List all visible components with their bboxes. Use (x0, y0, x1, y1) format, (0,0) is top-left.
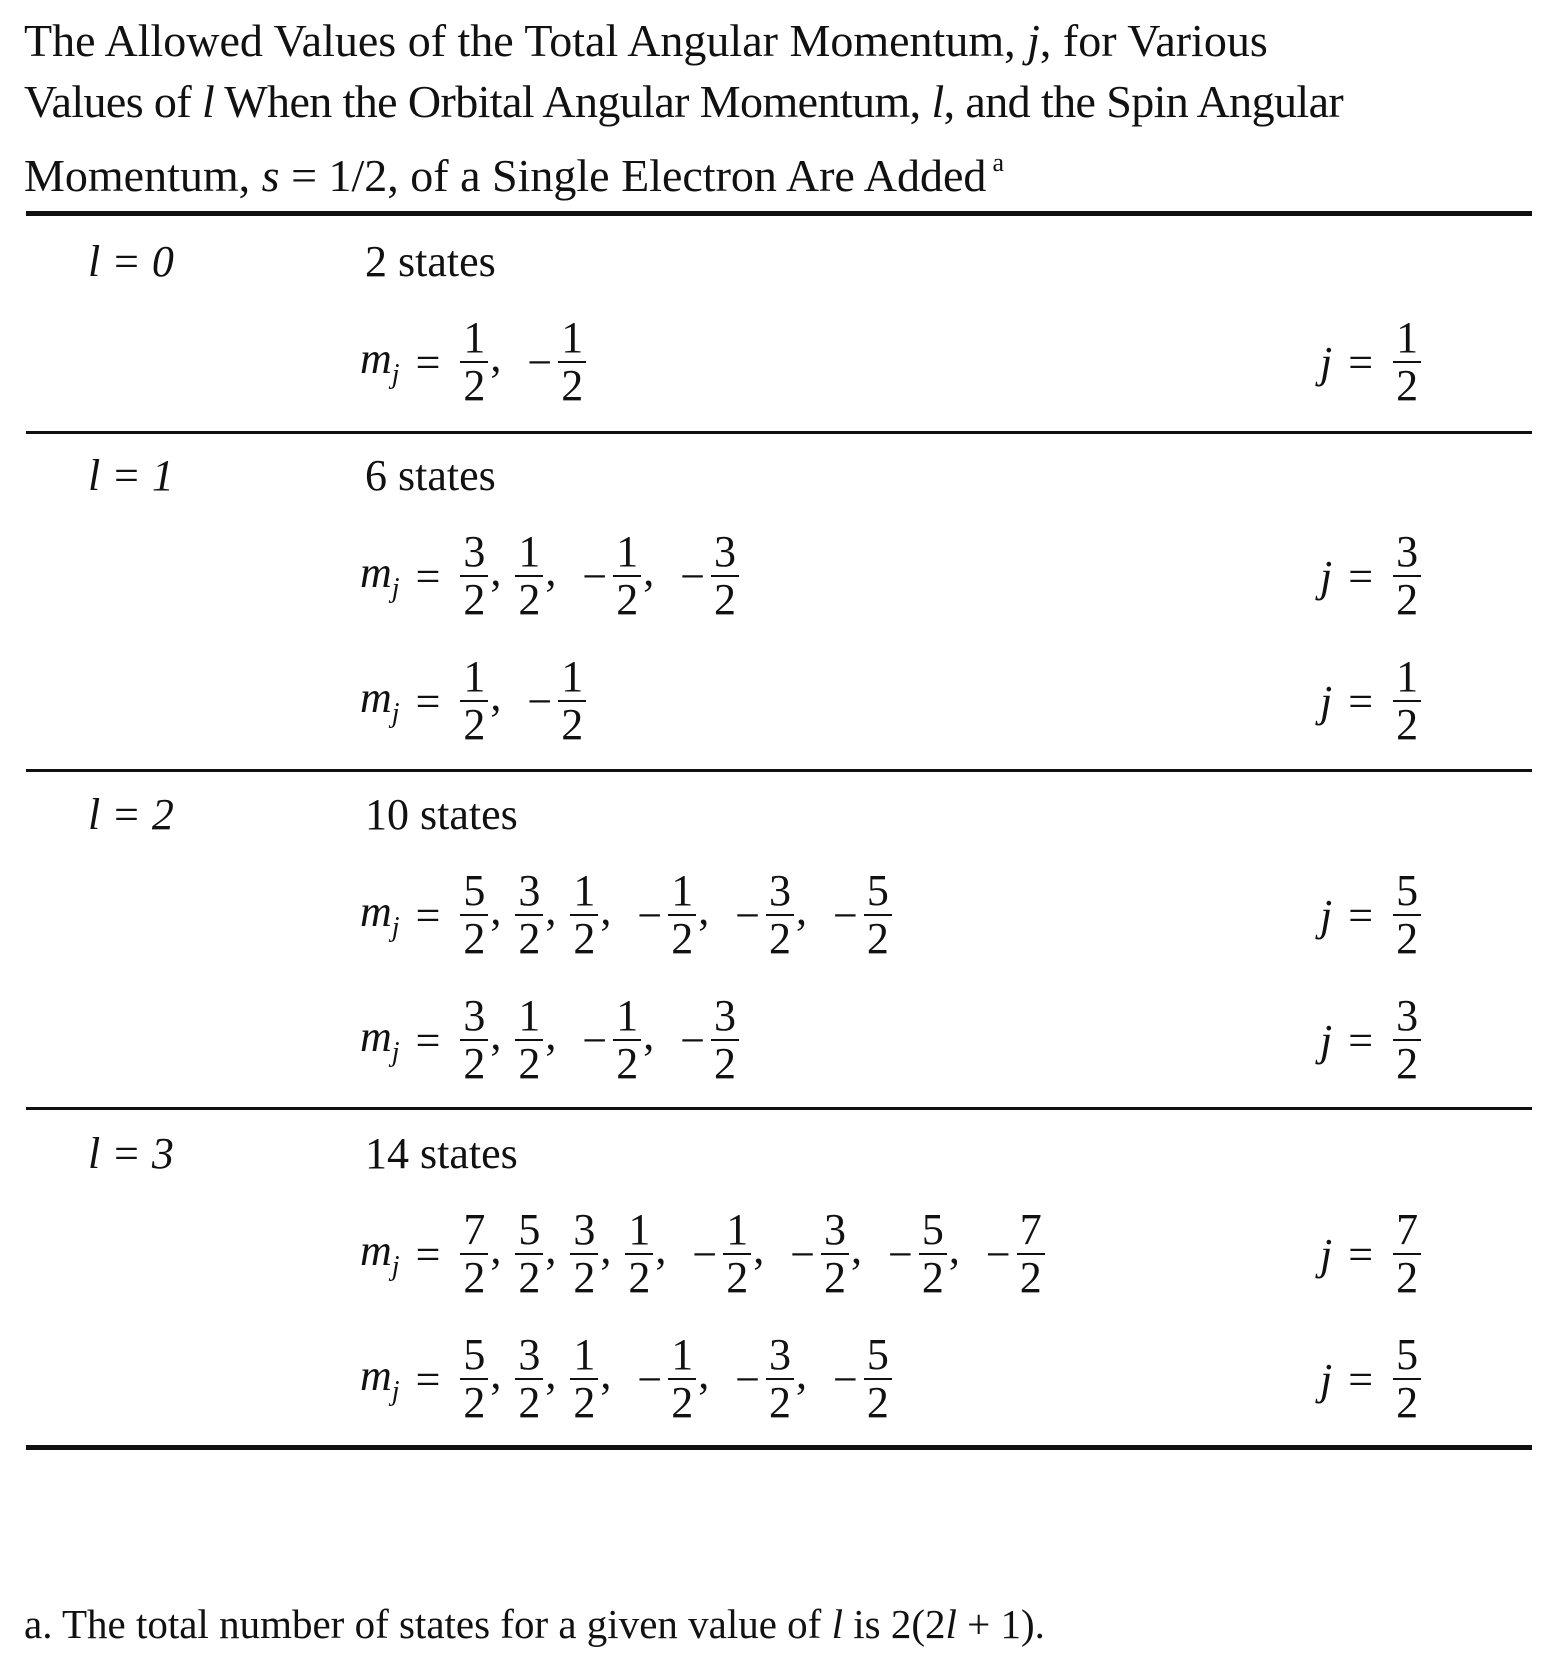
separator-comma: , (490, 671, 502, 720)
j-symbol: j (1320, 337, 1333, 387)
fraction-numerator: 5 (518, 1205, 541, 1254)
separator-comma: , (490, 885, 502, 934)
fraction-numerator: 1 (671, 866, 694, 915)
equals-sign: = (1348, 890, 1374, 940)
separator-comma: , (600, 1224, 612, 1273)
separator-comma: , (643, 546, 655, 595)
fraction-numerator: 5 (866, 1330, 889, 1379)
mj-letter: m (360, 334, 392, 383)
fraction-numerator: 1 (628, 1205, 651, 1254)
state-count: 2 states (365, 237, 496, 286)
state-count: 14 states (365, 1129, 518, 1178)
mj-fraction (723, 1207, 751, 1301)
mj-subscript: j (391, 698, 400, 729)
equals-sign: = (1348, 676, 1374, 726)
fraction-denominator: 2 (1396, 1039, 1419, 1088)
j-value-expression (1320, 1319, 1423, 1439)
j-symbol: j (1320, 551, 1333, 601)
equals-sign: = (415, 890, 441, 940)
fraction-numerator: 1 (518, 991, 541, 1040)
fraction-denominator: 2 (463, 575, 486, 624)
separator-comma: , (545, 1349, 557, 1398)
j-value-expression (1320, 1194, 1423, 1314)
fraction-numerator: 1 (573, 866, 596, 915)
l-value-label: l = 1 (88, 451, 174, 500)
mj-fraction (766, 1332, 794, 1426)
equals-sign: = (415, 676, 441, 726)
j-symbol: j (1320, 1015, 1333, 1065)
j-fraction (1393, 868, 1421, 962)
mj-fraction (613, 993, 641, 1087)
minus-sign: − (790, 1229, 816, 1279)
fraction-numerator: 5 (921, 1205, 944, 1254)
mj-fraction (460, 315, 488, 409)
mj-symbol (360, 547, 400, 605)
minus-sign: − (582, 551, 608, 601)
mj-fraction (625, 1207, 653, 1301)
fraction-denominator: 2 (463, 361, 486, 410)
fraction-numerator: 3 (714, 527, 737, 576)
fraction-numerator: 1 (616, 527, 639, 576)
fraction-denominator: 2 (714, 575, 737, 624)
fraction-numerator: 3 (769, 866, 792, 915)
mj-fraction (515, 1332, 543, 1426)
j-symbol: j (1320, 890, 1333, 940)
fraction-numerator: 3 (573, 1205, 596, 1254)
mj-letter: m (360, 1226, 392, 1275)
separator-comma: , (698, 1349, 710, 1398)
fraction-denominator: 2 (573, 1378, 596, 1427)
mj-symbol (360, 1350, 400, 1408)
table-footnote: a. The total number of states for a given value of l is 2(2l + 1). (24, 1601, 1045, 1647)
fraction-denominator: 2 (628, 1253, 651, 1302)
mj-fraction (515, 529, 543, 623)
fraction-numerator: 5 (463, 1330, 486, 1379)
fraction-denominator: 2 (824, 1253, 847, 1302)
separator-comma: , (851, 1224, 863, 1273)
separator-comma: , (490, 1010, 502, 1059)
mj-symbol (360, 1011, 400, 1069)
mj-fraction (711, 993, 739, 1087)
fraction-numerator: 7 (463, 1205, 486, 1254)
fraction-denominator: 2 (518, 1253, 541, 1302)
mj-fraction (613, 529, 641, 623)
fraction-denominator: 2 (463, 914, 486, 963)
mj-fraction (460, 868, 488, 962)
fraction-denominator: 2 (769, 1378, 792, 1427)
minus-sign: − (735, 1354, 761, 1404)
j-value-expression (1320, 516, 1423, 636)
fraction-numerator: 3 (1396, 991, 1419, 1040)
fraction-denominator: 2 (561, 700, 584, 749)
mj-fraction (711, 529, 739, 623)
fraction-numerator: 1 (561, 313, 584, 362)
separator-comma: , (545, 885, 557, 934)
fraction-denominator: 2 (671, 1378, 694, 1427)
row-divider (26, 1107, 1532, 1110)
j-symbol: j (1320, 1354, 1333, 1404)
separator-comma: , (490, 332, 502, 381)
mj-subscript: j (391, 912, 400, 943)
minus-sign: − (833, 1354, 858, 1404)
mj-fraction (558, 654, 586, 748)
equals-sign: = (415, 1354, 441, 1404)
fraction-denominator: 2 (1396, 1378, 1419, 1427)
fraction-denominator: 2 (671, 914, 694, 963)
fraction-denominator: 2 (1396, 1253, 1419, 1302)
fraction-numerator: 7 (1019, 1205, 1042, 1254)
j-symbol: j (1320, 1229, 1333, 1279)
mj-fraction (864, 868, 892, 962)
fraction-numerator: 5 (1396, 1330, 1419, 1379)
fraction-numerator: 7 (1396, 1205, 1419, 1254)
fraction-denominator: 2 (616, 1039, 639, 1088)
j-value-expression (1320, 641, 1423, 761)
minus-sign: − (833, 890, 858, 940)
equals-sign: = (1348, 1354, 1374, 1404)
fraction-denominator: 2 (1396, 700, 1419, 749)
fraction-numerator: 3 (518, 1330, 541, 1379)
mj-values-expression (360, 1194, 1047, 1314)
fraction-denominator: 2 (463, 700, 486, 749)
caption-line-2: Values of l When the Orbital Angular Momentum, l, and the Spin Angular (24, 76, 1344, 127)
separator-comma: , (948, 1224, 960, 1273)
fraction-numerator: 1 (616, 991, 639, 1040)
caption-line-1: The Allowed Values of the Total Angular Momentum, j, for Various (24, 15, 1268, 66)
equals-sign: = (415, 337, 441, 387)
j-fraction (1393, 654, 1421, 748)
minus-sign: − (637, 1354, 663, 1404)
l-value-label: l = 0 (88, 237, 174, 286)
mj-values-expression (360, 302, 588, 422)
mj-values-expression (360, 1319, 894, 1439)
table-top-rule (26, 211, 1532, 216)
mj-letter: m (360, 887, 392, 936)
minus-sign: − (888, 1229, 913, 1279)
mj-fraction (515, 1207, 543, 1301)
mj-fraction (460, 1207, 488, 1301)
fraction-numerator: 3 (824, 1205, 847, 1254)
fraction-numerator: 3 (1396, 527, 1419, 576)
mj-values-expression (360, 641, 588, 761)
mj-fraction (460, 1332, 488, 1426)
mj-subscript: j (391, 359, 400, 390)
j-fraction (1393, 993, 1421, 1087)
mj-symbol (360, 1225, 400, 1283)
l-value-label: l = 3 (88, 1129, 174, 1178)
mj-symbol (360, 333, 400, 391)
minus-sign: − (680, 1015, 706, 1065)
fraction-denominator: 2 (1396, 575, 1419, 624)
fraction-denominator: 2 (463, 1378, 486, 1427)
fraction-denominator: 2 (518, 575, 541, 624)
mj-letter: m (360, 1351, 392, 1400)
mj-fraction (570, 1207, 598, 1301)
separator-comma: , (796, 885, 808, 934)
j-value-expression (1320, 980, 1423, 1100)
fraction-numerator: 5 (866, 866, 889, 915)
j-fraction (1393, 1332, 1421, 1426)
fraction-numerator: 5 (463, 866, 486, 915)
mj-fraction (460, 993, 488, 1087)
mj-fraction (558, 315, 586, 409)
fraction-denominator: 2 (726, 1253, 749, 1302)
fraction-denominator: 2 (463, 1253, 486, 1302)
fraction-numerator: 5 (1396, 866, 1419, 915)
minus-sign: − (582, 1015, 608, 1065)
fraction-denominator: 2 (769, 914, 792, 963)
state-count: 6 states (365, 451, 496, 500)
separator-comma: , (643, 1010, 655, 1059)
fraction-numerator: 3 (463, 991, 486, 1040)
fraction-denominator: 2 (616, 575, 639, 624)
fraction-denominator: 2 (463, 1039, 486, 1088)
equals-sign: = (1348, 1015, 1374, 1065)
minus-sign: − (680, 551, 706, 601)
separator-comma: , (490, 546, 502, 595)
fraction-numerator: 3 (518, 866, 541, 915)
equals-sign: = (415, 1015, 441, 1065)
mj-fraction (919, 1207, 947, 1301)
mj-fraction (668, 1332, 696, 1426)
separator-comma: , (698, 885, 710, 934)
minus-sign: − (527, 676, 553, 726)
fraction-denominator: 2 (573, 914, 596, 963)
caption-line-3: Momentum, s = 1/2, of a Single Electron Are Added $^a$ (24, 148, 1004, 201)
minus-sign: − (735, 890, 761, 940)
mj-fraction (460, 529, 488, 623)
fraction-denominator: 2 (518, 914, 541, 963)
j-fraction (1393, 315, 1421, 409)
equals-sign: = (1348, 551, 1374, 601)
mj-subscript: j (391, 1037, 400, 1068)
fraction-denominator: 2 (518, 1378, 541, 1427)
separator-comma: , (490, 1224, 502, 1273)
j-value-expression (1320, 302, 1423, 422)
fraction-denominator: 2 (1396, 914, 1419, 963)
table-bottom-rule (26, 1445, 1532, 1450)
row-divider (26, 769, 1532, 772)
j-fraction (1393, 529, 1421, 623)
fraction-denominator: 2 (1396, 361, 1419, 410)
separator-comma: , (600, 1349, 612, 1398)
mj-fraction (1017, 1207, 1045, 1301)
fraction-numerator: 1 (518, 527, 541, 576)
fraction-denominator: 2 (866, 1378, 889, 1427)
fraction-denominator: 2 (1019, 1253, 1042, 1302)
separator-comma: , (796, 1349, 808, 1398)
fraction-denominator: 2 (714, 1039, 737, 1088)
mj-subscript: j (391, 573, 400, 604)
mj-fraction (570, 1332, 598, 1426)
mj-symbol (360, 672, 400, 730)
fraction-denominator: 2 (561, 361, 584, 410)
equals-sign: = (415, 551, 441, 601)
separator-comma: , (753, 1224, 765, 1273)
mj-values-expression (360, 516, 741, 636)
j-fraction (1393, 1207, 1421, 1301)
fraction-numerator: 1 (463, 313, 486, 362)
fraction-numerator: 1 (726, 1205, 749, 1254)
fraction-denominator: 2 (518, 1039, 541, 1088)
mj-values-expression (360, 855, 894, 975)
mj-fraction (821, 1207, 849, 1301)
minus-sign: − (527, 337, 553, 387)
fraction-numerator: 3 (714, 991, 737, 1040)
minus-sign: − (985, 1229, 1011, 1279)
separator-comma: , (655, 1224, 667, 1273)
mj-fraction (668, 868, 696, 962)
mj-symbol (360, 886, 400, 944)
fraction-numerator: 1 (1396, 313, 1419, 362)
separator-comma: , (545, 546, 557, 595)
fraction-denominator: 2 (866, 914, 889, 963)
minus-sign: − (692, 1229, 718, 1279)
fraction-denominator: 2 (921, 1253, 944, 1302)
mj-fraction (766, 868, 794, 962)
separator-comma: , (600, 885, 612, 934)
mj-values-expression (360, 980, 741, 1100)
fraction-numerator: 1 (573, 1330, 596, 1379)
mj-letter: m (360, 1012, 392, 1061)
fraction-numerator: 3 (769, 1330, 792, 1379)
j-symbol: j (1320, 676, 1333, 726)
separator-comma: , (545, 1010, 557, 1059)
mj-subscript: j (391, 1251, 400, 1282)
l-value-label: l = 2 (88, 790, 174, 839)
fraction-numerator: 1 (671, 1330, 694, 1379)
separator-comma: , (490, 1349, 502, 1398)
equals-sign: = (1348, 337, 1374, 387)
equals-sign: = (415, 1229, 441, 1279)
mj-letter: m (360, 673, 392, 722)
fraction-numerator: 1 (1396, 652, 1419, 701)
mj-letter: m (360, 548, 392, 597)
fraction-denominator: 2 (573, 1253, 596, 1302)
minus-sign: − (637, 890, 663, 940)
mj-fraction (864, 1332, 892, 1426)
table-caption (24, 10, 1534, 206)
equals-sign: = (1348, 1229, 1374, 1279)
mj-subscript: j (391, 1376, 400, 1407)
mj-fraction (515, 868, 543, 962)
state-count: 10 states (365, 790, 518, 839)
mj-fraction (515, 993, 543, 1087)
mj-fraction (460, 654, 488, 748)
fraction-numerator: 1 (561, 652, 584, 701)
fraction-numerator: 3 (463, 527, 486, 576)
footnote-marker: a (992, 148, 1004, 177)
mj-fraction (570, 868, 598, 962)
fraction-numerator: 1 (463, 652, 486, 701)
separator-comma: , (545, 1224, 557, 1273)
j-value-expression (1320, 855, 1423, 975)
row-divider (26, 431, 1532, 434)
